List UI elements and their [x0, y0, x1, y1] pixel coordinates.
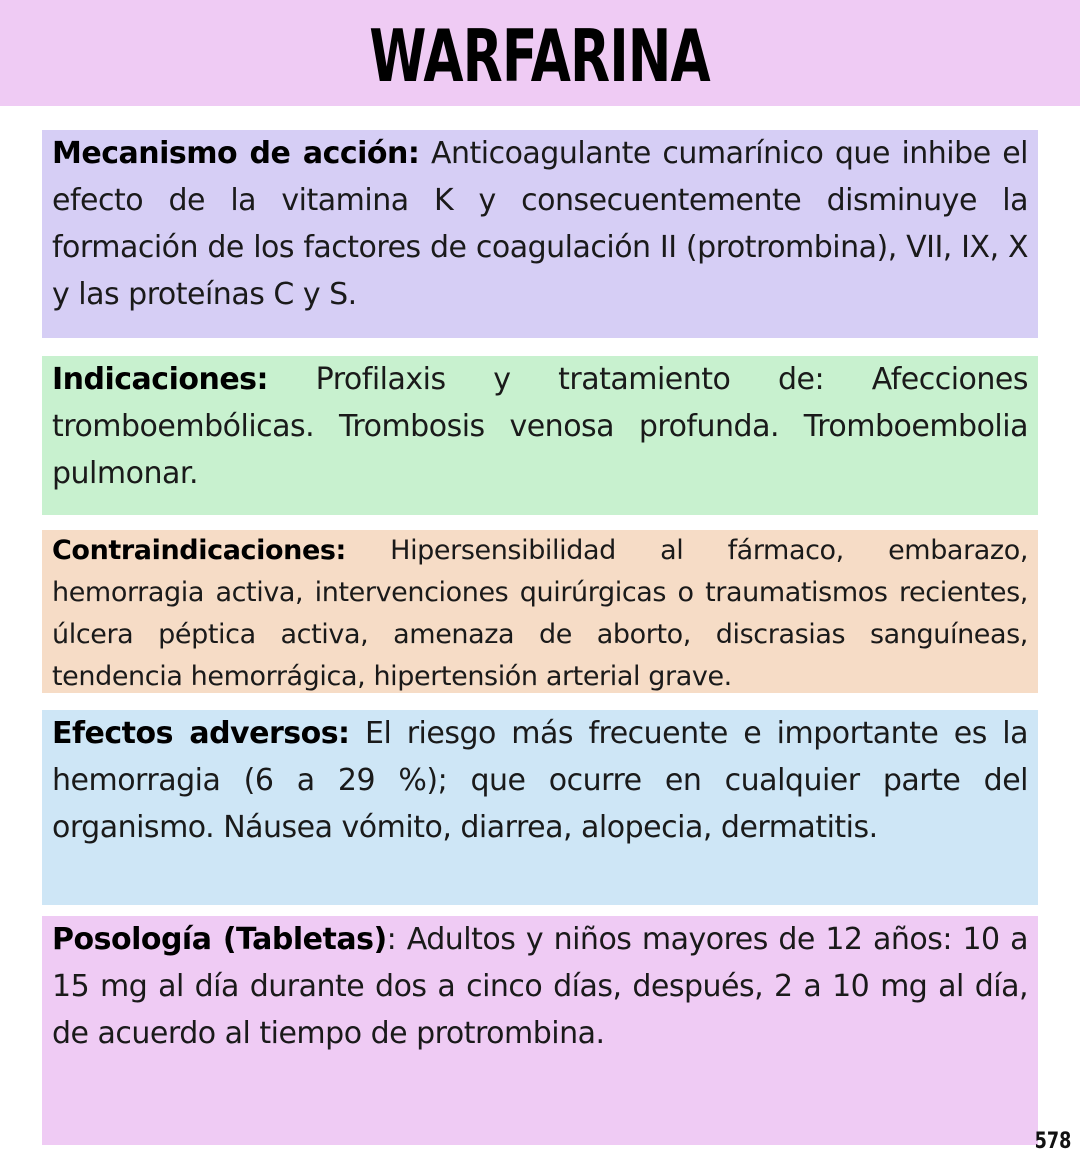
- section-paragraph: [52, 916, 1028, 1057]
- section-paragraph: [52, 710, 1028, 851]
- page-number: 578: [1034, 1129, 1072, 1154]
- section-contraindicaciones: [42, 530, 1038, 693]
- section-text: Profilaxis y tratamiento de: Afecciones tromboembólicas. Trombosis venosa profunda. Tromboembolia pulmonar.: [52, 362, 1028, 491]
- section-text: El riesgo más frecuente e importante es la hemorragia (6 a 29 %); que ocurre en cualquier parte del organismo. Náusea vómito, diarrea, alopecia, dermatitis.: [52, 716, 1028, 845]
- page-title: WARFARINA: [369, 14, 711, 98]
- section-mecanismo: [42, 130, 1038, 338]
- section-indicaciones: [42, 356, 1038, 515]
- title-banner: [0, 0, 1080, 106]
- section-paragraph: [52, 356, 1028, 497]
- section-text: Hipersensibilidad al fármaco, embarazo, hemorragia activa, intervenciones quirúrgicas o traumatismos recientes, úlcera péptica activa, amenaza de aborto, discrasias sanguíneas, tendencia hemorrágica, hipertensión arterial grave.: [52, 535, 1028, 692]
- section-label: Posología (Tabletas): [52, 922, 387, 957]
- section-label: Indicaciones:: [52, 362, 269, 397]
- section-label: Efectos adversos:: [52, 716, 350, 751]
- section-paragraph: [52, 130, 1028, 318]
- section-posologia: [42, 916, 1038, 1145]
- section-paragraph: [52, 530, 1028, 698]
- section-label: Contraindicaciones:: [52, 535, 346, 566]
- section-text: Anticoagulante cumarínico que inhibe el efecto de la vitamina K y consecuentemente disminuye la formación de los factores de coagulación II (protrombina), VII, IX, X y las proteínas C y S.: [52, 136, 1028, 312]
- section-efectos-adversos: [42, 710, 1038, 905]
- section-label: Mecanismo de acción:: [52, 136, 420, 171]
- section-text: : Adultos y niños mayores de 12 años: 10 a 15 mg al día durante dos a cinco días, después, 2 a 10 mg al día, de acuerdo al tiempo de protrombina.: [52, 922, 1028, 1051]
